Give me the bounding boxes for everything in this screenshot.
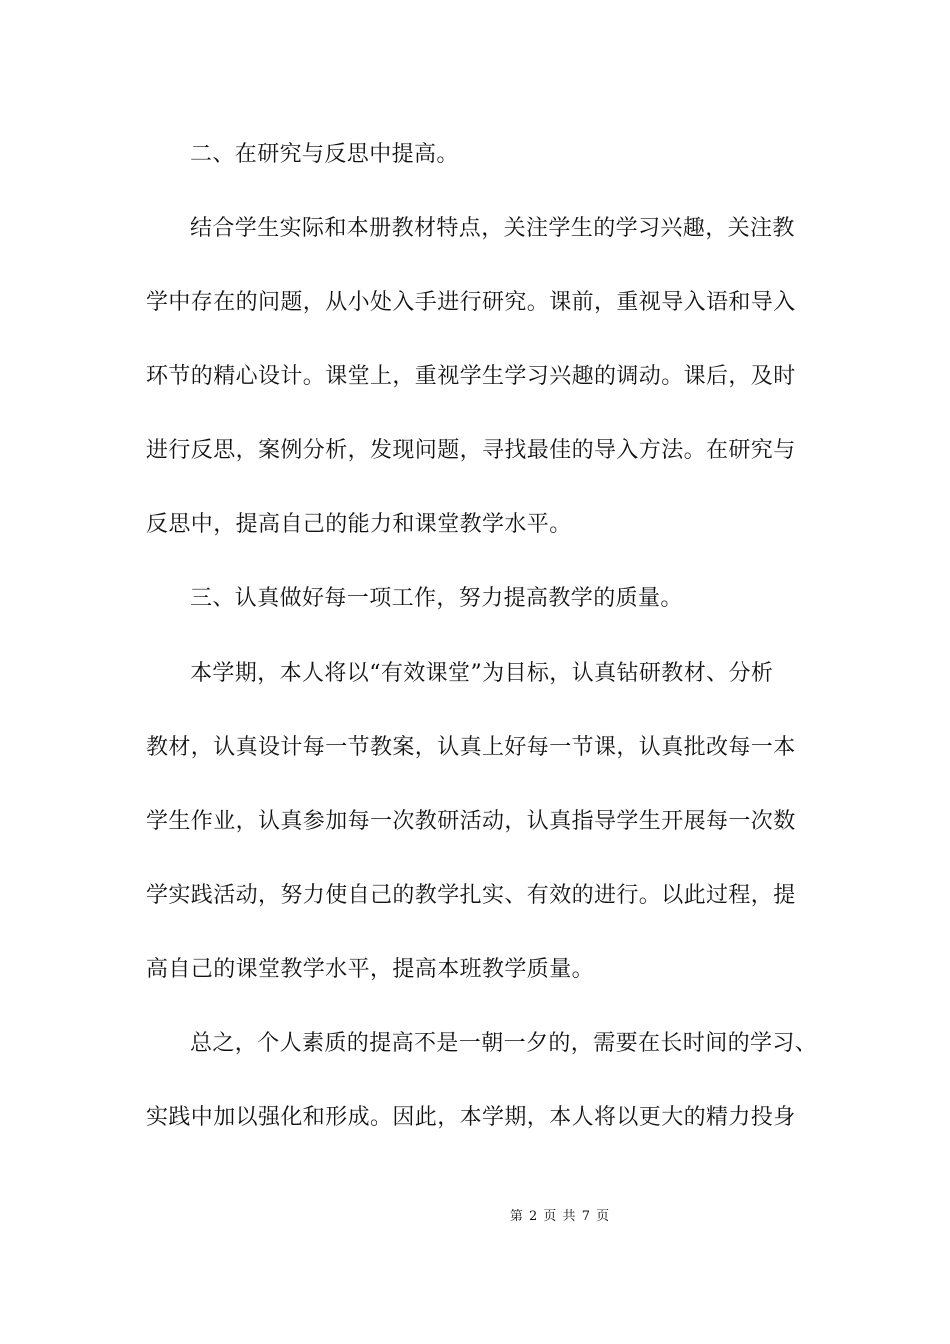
- paragraph-line: 环节的精心设计。课堂上，重视学生学习兴趣的调动。课后，及时: [146, 364, 796, 389]
- paragraph-line: 结合学生实际和本册教材特点，关注学生的学习兴趣，关注教: [190, 216, 795, 241]
- paragraph-line: 本学期，本人将以“有效课堂”为目标，认真钻研教材、分析: [190, 661, 774, 686]
- section-heading-2: 二、在研究与反思中提高。: [190, 142, 459, 167]
- paragraph-line: 高自己的课堂教学水平，提高本班教学质量。: [146, 957, 595, 982]
- paragraph-line: 进行反思，案例分析，发现问题，寻找最佳的导入方法。在研究与: [146, 438, 796, 463]
- paragraph-line: 实践中加以强化和形成。因此，本学期，本人将以更大的精力投身: [146, 1105, 796, 1130]
- section-heading-3: 三、认真做好每一项工作，努力提高教学的质量。: [190, 586, 683, 611]
- paragraph-line: 教材，认真设计每一节教案，认真上好每一节课，认真批改每一本: [146, 735, 796, 760]
- paragraph-line: 学实践活动，努力使自己的教学扎实、有效的进行。以此过程，提: [146, 883, 796, 908]
- paragraph-line: 反思中，提高自己的能力和课堂教学水平。: [146, 512, 572, 537]
- paragraph-line: 学中存在的问题，从小处入手进行研究。课前，重视导入语和导入: [146, 290, 796, 315]
- paragraph-line: 学生作业，认真参加每一次教研活动，认真指导学生开展每一次数: [146, 809, 796, 834]
- page-number-footer: 第 2 页 共 7 页: [509, 1209, 611, 1224]
- paragraph-line: 总之，个人素质的提高不是一朝一夕的，需要在长时间的学习、: [190, 1031, 818, 1056]
